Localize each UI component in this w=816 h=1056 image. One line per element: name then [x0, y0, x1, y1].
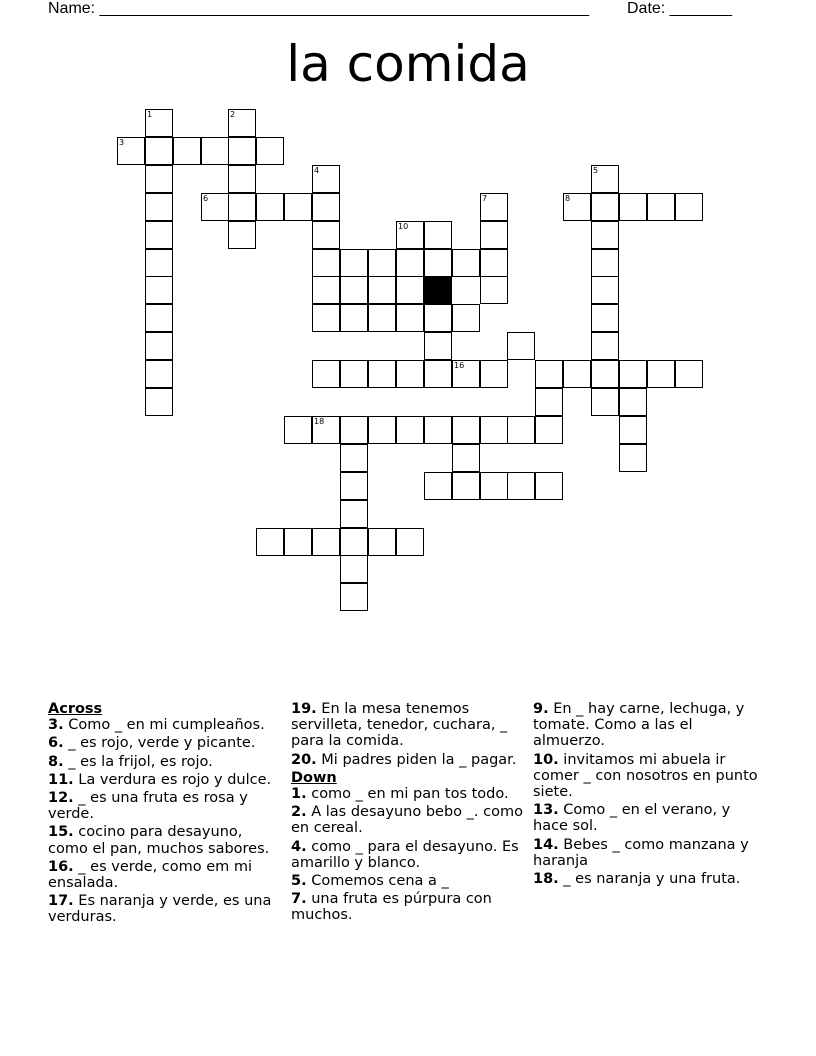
grid-cell[interactable] [312, 416, 340, 444]
clue-across-8: 8. _ es la frijol, es rojo. [48, 753, 213, 770]
name-field-line[interactable]: Name: _______________________________________________________ [48, 0, 589, 17]
grid-cell[interactable] [228, 109, 256, 137]
grid-cell[interactable] [340, 500, 368, 528]
grid-cell[interactable] [145, 165, 173, 193]
grid-cell[interactable] [619, 388, 647, 416]
grid-cell[interactable] [368, 416, 396, 444]
grid-cell[interactable] [145, 221, 173, 249]
grid-cell[interactable] [396, 249, 424, 277]
grid-cell[interactable] [340, 444, 368, 472]
grid-cell[interactable] [591, 360, 619, 388]
grid-cell[interactable] [675, 360, 703, 388]
clue-across-20: 20. Mi padres piden la _ pagar. [291, 751, 517, 768]
grid-cell[interactable] [312, 249, 340, 277]
grid-cell[interactable] [424, 360, 452, 388]
clue-down-10: 10. invitamos mi abuela ir comer _ con nosotros en punto siete. [533, 751, 758, 801]
clue-number: 8 [565, 194, 571, 203]
grid-cell[interactable] [145, 332, 173, 360]
grid-cell[interactable] [228, 137, 256, 165]
grid-cell[interactable] [619, 360, 647, 388]
clue-across-3: 3. Como _ en mi cumpleaños. [48, 717, 265, 734]
grid-cell[interactable] [228, 165, 256, 193]
grid-cell[interactable] [591, 193, 619, 221]
grid-cell[interactable] [145, 276, 173, 304]
grid-cell[interactable] [563, 360, 591, 388]
grid-cell[interactable] [675, 193, 703, 221]
grid-cell[interactable] [145, 109, 173, 137]
clue-number: 4 [314, 166, 320, 175]
grid-cell[interactable] [424, 416, 452, 444]
grid-cell[interactable] [340, 528, 368, 556]
clue-down-7: 7. una fruta es púrpura con muchos. [291, 891, 492, 924]
grid-cell[interactable] [284, 193, 312, 221]
grid-cell[interactable] [340, 555, 368, 583]
clue-across-19: 19. En la mesa tenemos servilleta, tenedor, cuchara, _ para la comida. [291, 701, 508, 750]
grid-cell[interactable] [591, 249, 619, 277]
clue-number: 10 [398, 222, 409, 231]
clue-number: 7 [482, 194, 488, 203]
clue-number: 16 [454, 361, 465, 370]
clue-across-12: 12. _ es una fruta es rosa y verde. [48, 790, 248, 823]
grid-cell[interactable] [424, 472, 452, 500]
grid-cell[interactable] [201, 193, 229, 221]
grid-cell[interactable] [424, 304, 452, 332]
grid-cell[interactable] [396, 304, 424, 332]
clue-down-13: 13. Como _ en el verano, y hace sol. [533, 802, 731, 835]
grid-cell[interactable] [619, 193, 647, 221]
grid-cell[interactable] [173, 137, 201, 165]
grid-cell[interactable] [591, 304, 619, 332]
grid-cell[interactable] [312, 165, 340, 193]
page-title: la comida [286, 35, 530, 93]
grid-cell[interactable] [452, 249, 480, 277]
clue-across-6: 6. _ es rojo, verde y picante. [48, 735, 256, 752]
clue-down-9: 9. En _ hay carne, lechuga, y tomate. Como a las el almuerzo. [533, 701, 745, 750]
clue-across-16: 16. _ es verde, como em mi ensalada. [48, 858, 253, 892]
clues-column-3 [533, 701, 765, 889]
clue-number: 6 [203, 194, 209, 203]
grid-cell[interactable] [340, 304, 368, 332]
clue-number: 1 [147, 110, 153, 119]
grid-cell[interactable] [591, 276, 619, 304]
grid-cell[interactable] [396, 221, 424, 249]
grid-cell[interactable] [535, 360, 563, 388]
grid-cell[interactable] [340, 249, 368, 277]
grid-cell[interactable] [591, 388, 619, 416]
grid-cell[interactable] [480, 193, 508, 221]
grid-cell[interactable] [368, 249, 396, 277]
grid-cell[interactable] [396, 416, 424, 444]
grid-cell[interactable] [480, 249, 508, 277]
clue-down-14: 14. Bebes _ como manzana y haranja [533, 836, 749, 869]
clue-number: 5 [593, 166, 599, 175]
clue-across-17: 17. Es naranja y verde, es una verduras. [48, 893, 272, 926]
grid-cell[interactable] [340, 416, 368, 444]
grid-cell[interactable] [563, 193, 591, 221]
clue-number: 2 [230, 110, 236, 119]
grid-cell[interactable] [535, 472, 563, 500]
clue-down-2: 2. A las desayuno bebo _. como en cereal. [291, 804, 523, 837]
grid-cell[interactable] [396, 276, 424, 304]
grid-cell[interactable] [452, 472, 480, 500]
grid-cell[interactable] [452, 416, 480, 444]
grid-cell[interactable] [145, 360, 173, 388]
grid-cell[interactable] [312, 221, 340, 249]
grid-cell[interactable] [480, 221, 508, 249]
grid-cell[interactable] [619, 444, 647, 472]
grid-cell[interactable] [145, 388, 173, 416]
grid-cell[interactable] [507, 332, 535, 360]
grid-cell[interactable] [424, 221, 452, 249]
grid-cell[interactable] [312, 304, 340, 332]
grid-cell[interactable] [507, 472, 535, 500]
black-cell [424, 276, 452, 304]
clue-down-1: 1. como _ en mi pan tos todo. [291, 786, 509, 803]
grid-cell[interactable] [535, 388, 563, 416]
grid-cell[interactable] [368, 304, 396, 332]
grid-cell[interactable] [340, 583, 368, 611]
grid-cell[interactable] [368, 528, 396, 556]
grid-cell[interactable] [256, 193, 284, 221]
grid-cell[interactable] [480, 360, 508, 388]
grid-cell[interactable] [256, 528, 284, 556]
grid-cell[interactable] [396, 528, 424, 556]
grid-cell[interactable] [284, 416, 312, 444]
grid-cell[interactable] [647, 193, 675, 221]
grid-cell[interactable] [647, 360, 675, 388]
grid-cell[interactable] [591, 221, 619, 249]
grid-cell[interactable] [480, 276, 508, 304]
grid-cell[interactable] [117, 137, 145, 165]
grid-cell[interactable] [591, 165, 619, 193]
clue-number: 3 [119, 138, 125, 147]
clue-across-15: 15. cocino para desayuno, como el pan, muchos sabores. [48, 824, 270, 857]
grid-cell[interactable] [452, 304, 480, 332]
clue-across-11: 11. La verdura es rojo y dulce. [48, 771, 272, 788]
grid-cell[interactable] [145, 137, 173, 165]
grid-cell[interactable] [396, 360, 424, 388]
grid-cell[interactable] [228, 221, 256, 249]
grid-cell[interactable] [201, 137, 229, 165]
grid-cell[interactable] [368, 360, 396, 388]
grid-cell[interactable] [619, 416, 647, 444]
grid-cell[interactable] [424, 249, 452, 277]
grid-cell[interactable] [145, 304, 173, 332]
clue-down-5: 5. Comemos cena a _ [291, 873, 449, 890]
grid-cell[interactable] [312, 360, 340, 388]
grid-cell[interactable] [284, 528, 312, 556]
down-heading: Down [291, 769, 337, 786]
grid-cell[interactable] [424, 332, 452, 360]
grid-cell[interactable] [145, 193, 173, 221]
grid-cell[interactable] [591, 332, 619, 360]
across-heading: Across [48, 701, 103, 717]
grid-cell[interactable] [312, 193, 340, 221]
grid-cell[interactable] [312, 276, 340, 304]
grid-cell[interactable] [340, 472, 368, 500]
grid-cell[interactable] [452, 360, 480, 388]
grid-cell[interactable] [507, 416, 535, 444]
grid-cell[interactable] [228, 193, 256, 221]
clue-down-18: 18. _ es naranja y una fruta. [533, 871, 741, 888]
grid-cell[interactable] [312, 528, 340, 556]
grid-cell[interactable] [480, 472, 508, 500]
clues-column-2 [291, 701, 523, 926]
grid-cell[interactable] [340, 360, 368, 388]
grid-cell[interactable] [145, 249, 173, 277]
grid-cell[interactable] [340, 276, 368, 304]
grid-cell[interactable] [452, 444, 480, 472]
grid-cell[interactable] [480, 416, 508, 444]
clues-column-1 [48, 701, 280, 928]
date-field-line[interactable]: Date: _______ [627, 0, 732, 17]
clue-down-4: 4. como _ para el desayuno. Es amarillo y blanco. [291, 838, 519, 871]
grid-cell[interactable] [256, 137, 284, 165]
grid-cell[interactable] [368, 276, 396, 304]
clue-number: 18 [314, 417, 325, 426]
grid-cell[interactable] [535, 416, 563, 444]
